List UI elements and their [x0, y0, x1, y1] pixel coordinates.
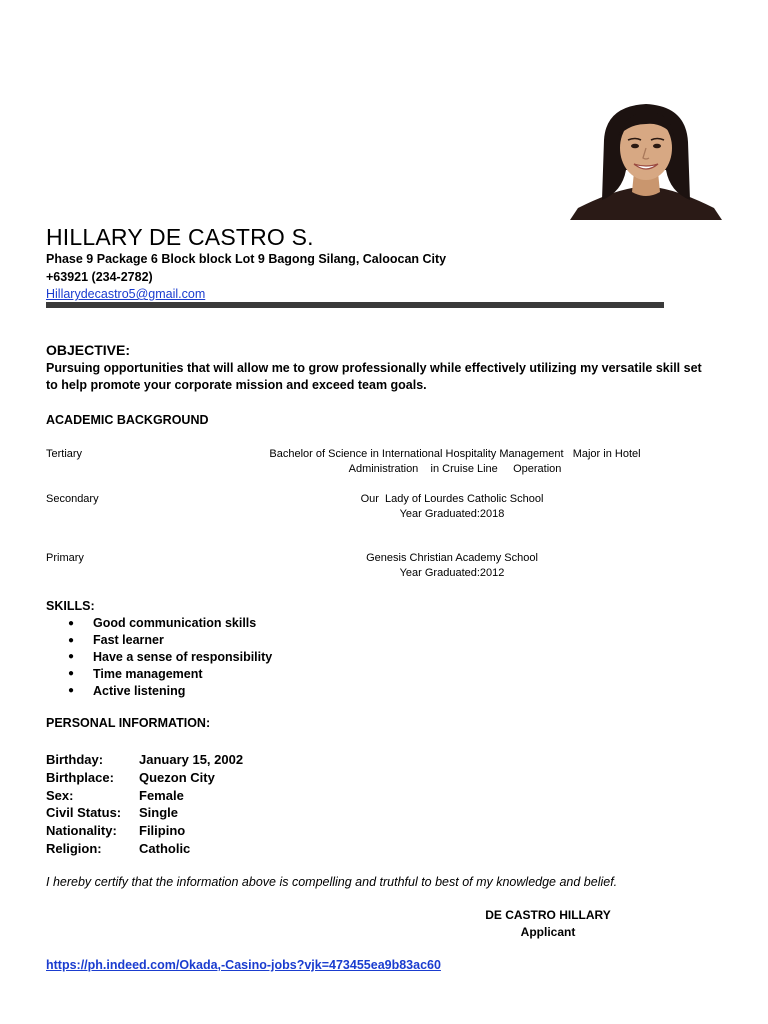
info-value: Filipino — [139, 823, 186, 839]
education-primary — [300, 551, 604, 581]
list-item — [46, 649, 272, 666]
academic-heading: ACADEMIC BACKGROUND — [46, 413, 209, 427]
certification-statement: I hereby certify that the information above is compelling and truthful to best of my knowledge and belief. — [46, 875, 618, 889]
address: Phase 9 Package 6 Block block Lot 9 Bagong Silang, Caloocan City — [46, 252, 447, 266]
email-link[interactable]: Hillarydecastro5@gmail.com — [46, 287, 206, 301]
bullet-icon: ● — [68, 668, 75, 680]
skill-text: Fast learner — [93, 633, 164, 648]
list-item — [46, 615, 272, 632]
profile-photo-illustration — [570, 100, 722, 220]
bullet-icon: ● — [68, 617, 75, 629]
profile-photo — [570, 100, 722, 220]
footer-url-link[interactable]: https://ph.indeed.com/Okada,-Casino-jobs?vjk=473455ea9b83ac60 — [46, 958, 441, 972]
skill-text: Have a sense of responsibility — [93, 649, 273, 664]
education-level-primary: Primary — [46, 552, 84, 564]
signature-block — [470, 907, 626, 941]
info-label: Birthplace: — [46, 769, 114, 785]
info-value: January 15, 2002 — [139, 752, 244, 767]
info-value: Female — [139, 787, 184, 803]
header-divider — [46, 302, 664, 308]
list-item — [46, 682, 272, 699]
objective-text: Pursuing opportunities that will allow me to grow professionally while effectively utilizing my versatile skill set to help promote your corporate mission and exceed team goals. — [46, 361, 702, 392]
objective-heading: OBJECTIVE: — [46, 342, 131, 358]
primary-year: Year Graduated:2012 — [399, 567, 505, 579]
table-row — [46, 823, 243, 841]
tertiary-major: Administration in Cruise Line Operation — [348, 463, 562, 475]
list-item — [46, 665, 272, 682]
info-value: Quezon City — [139, 769, 215, 785]
education-level-tertiary: Tertiary — [46, 448, 83, 460]
personal-info-table — [46, 752, 243, 859]
signature-title: Applicant — [520, 925, 576, 939]
info-label: Birthday: — [46, 752, 104, 767]
primary-school: Genesis Christian Academy School — [366, 552, 538, 564]
info-label: Nationality: — [46, 823, 117, 839]
bullet-icon: ● — [68, 685, 75, 697]
education-tertiary — [240, 447, 670, 477]
education-level-secondary: Secondary — [46, 493, 99, 505]
table-row — [46, 788, 243, 806]
skill-text: Active listening — [93, 683, 186, 698]
table-row — [46, 752, 243, 770]
table-row — [46, 770, 243, 788]
info-value: Catholic — [139, 840, 191, 856]
skills-list — [46, 615, 272, 699]
info-value: Single — [139, 805, 179, 821]
info-label: Sex: — [46, 787, 74, 803]
applicant-name: HILLARY DE CASTRO S. — [46, 224, 314, 250]
phone: +63921 (234-2782) — [46, 270, 153, 284]
bullet-icon: ● — [68, 651, 75, 663]
secondary-year: Year Graduated:2018 — [399, 508, 505, 520]
tertiary-degree: Bachelor of Science in International Hospitality Management Major in Hotel — [269, 448, 641, 460]
skill-text: Good communication skills — [93, 616, 257, 631]
info-label: Religion: — [46, 840, 102, 856]
personal-heading: PERSONAL INFORMATION: — [46, 716, 211, 730]
skills-heading: SKILLS: — [46, 599, 95, 613]
bullet-icon: ● — [68, 634, 75, 646]
list-item — [46, 632, 272, 649]
secondary-school: Our Lady of Lourdes Catholic School — [360, 493, 544, 505]
table-row — [46, 805, 243, 823]
skill-text: Time management — [93, 666, 203, 681]
signature-name: DE CASTRO HILLARY — [485, 908, 611, 922]
table-row — [46, 841, 243, 859]
education-secondary — [300, 492, 604, 522]
info-label: Civil Status: — [46, 805, 122, 821]
